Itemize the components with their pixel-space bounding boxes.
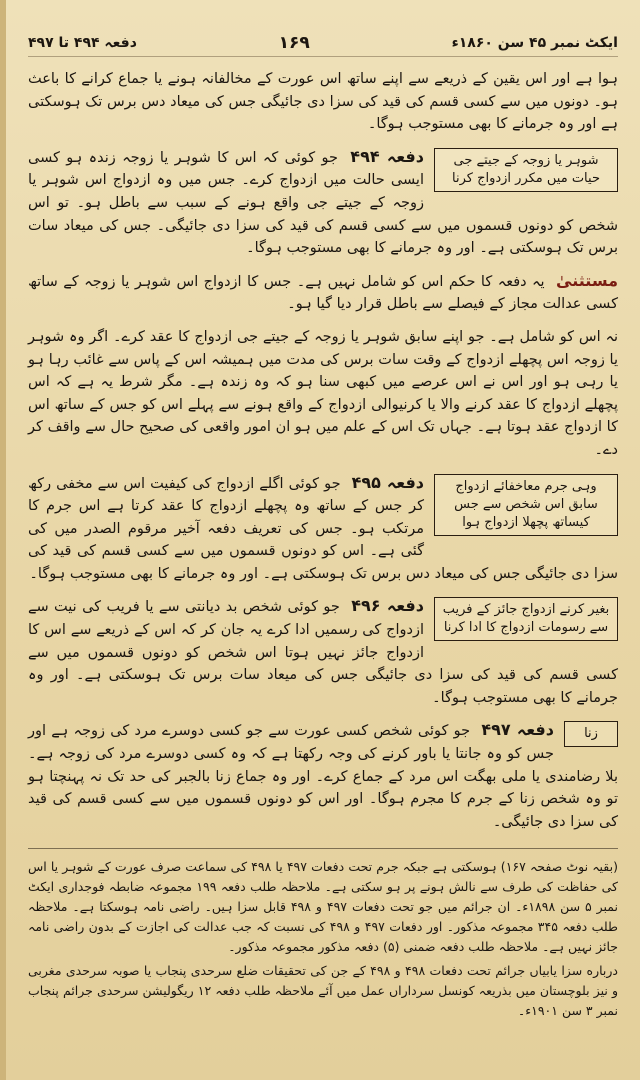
footnote-1: (بقیہ نوٹ صفحہ ۱۶۷) ہوسکتی ہے جبکہ جرم تحت دفعات ۴۹۷ یا ۴۹۸ کی سماعت صرف عورت کے شوہر یا اس کی حفاظت کی طرف سے نالش ہونے پر ہو سکتی ہے۔ ملاحظہ طلب دفعہ ۱۹۹ مجموعہ ضابطہ فوجداری ایکٹ نمبر ۵ سن ۱۸۹۸ء۔ ان جرائم میں جو تحت دفعات ۴۹۷ و ۴۹۸ قابل سزا ہیں۔ راضی نامہ ہوسکتا ہے۔ ملاحظہ طلب دفعہ ۳۴۵ مجموعہ مذکور۔ اور دفعات ۴۹۷ و ۴۹۸ کی نسبت کہ جب عدالت کی اجازت کے بدون راضی نامہ جائز نہیں ہے۔ ملاحظہ طلب دفعہ ضمنی (۵) دفعہ مذکور مجموعہ مذکور۔ <box>28 859 619 954</box>
section-495 <box>28 472 618 586</box>
exception-text: یہ دفعہ کا حکم اس کو شامل نہیں ہے۔ جس کا ازدواج اس شوہر یا زوجہ کے ساتھ کسی عدالت مجاز کے فیصلے سے باطل قرار دیا گیا ہو۔ <box>28 273 618 313</box>
section-heading-496: دفعہ ۴۹۶ <box>351 596 424 616</box>
section-text-494: جو کوئی کہ اس کا شوہر یا زوجہ زندہ ہو کسی ایسی حالت میں ازدواج کرے۔ جس میں وہ ازدواج اس شوہر یا زوجہ کے جیتے جی واقع ہونے کے سبب سے باطل ہو۔ تو اس شخص کو دونوں قسموں میں سے کسی قسم کی قید کی سزا دی جائیگی۔ جس کی میعاد سات برس تک ہوسکتی ہے۔ اور وہ جرمانے کا بھی مستوجب ہوگا۔ <box>28 149 618 257</box>
section-text-495: جو کوئی اگلے ازدواج کی کیفیت اس سے مخفی رکھ کر جس کے ساتھ وہ پچھلے ازدواج کا عقد کرتا ہے اس جرم کا مرتکب ہو۔ جس کی تعریف دفعہ آخیر مرقوم الصدر میں کی گئی ہے۔ اس کو دونوں قسموں میں سے کسی قسم کی قید کی سزا دی جائیگی جس کی میعاد دس برس تک ہوسکتی ہے۔ اور وہ جرمانے کا بھی مستوجب ہوگا۔ <box>28 475 618 582</box>
section-heading-497: دفعہ ۴۹۷ <box>481 720 554 740</box>
section-497 <box>28 719 618 833</box>
exception-continuation <box>28 326 618 462</box>
marginal-heading-495: وہی جرم معاخفائے ازدواج سابق اس شخص سے جس کیساتھ پچھلا ازدواج ہوا <box>434 474 618 536</box>
footnote-2: درباره سزا یابیاں جرائم تحت دفعات ۴۹۸ و ۴۹۸ کے جن کی تحقیقات ضلع سرحدی پنجاب یا صوبہ سرحدی مغربی و نیز بلوچستان میں بذریعہ کونسل سرداراں عمل میں آئے ملاحظہ طلب دفعہ ۱۲ ریگولیشن سرحدی جرائم پنجاب نمبر ۳ سن ۱۹۰۱ء۔ <box>28 963 618 1018</box>
section-text-496: جو کوئی شخص بد دیانتی سے یا فریب کی نیت سے ازدواج کی رسمیں ادا کرے یہ جان کر کہ اس کے ذریعے سے اس کا ازدواج جائز نہیں ہوتا اس شخص کو دونوں قسموں میں سے کسی قسم کی قید کی سزا دی جائیگی جس کی میعاد سات برس تک ہوسکتی ہے۔ اور وہ جرمانے کا بھی مستوجب ہوگا۔ <box>28 599 618 706</box>
paragraph-text: ہوا ہے اور اس یقین کے ذریعے سے اپنے ساتھ اس عورت کے مخالفانہ ہونے یا جماع کرانے کا باعث ہو۔ دونوں میں سے کسی قسم کی قید کی سزا دی جائیگی جس کی میعاد دس برس تک ہوسکتی ہے اور وہ جرمانے کا بھی مستوجب ہوگا۔ <box>28 71 618 133</box>
document-body <box>28 68 618 843</box>
exception-paragraph <box>28 270 618 316</box>
paragraph-text: نہ اس کو شامل ہے۔ جو اپنے سابق شوہر یا زوجہ کے جیتے جی ازدواج کا عقد کرے۔ اگر وہ شوہر یا زوجہ اس پچھلے ازدواج کے وقت سات برس کی مدت میں ہمیشہ اس کے پاس سے غائب رہا ہو یا رہی ہو اور اس نے اس عرصے میں کبھی سنا ہو کہ وہ زندہ ہے۔ مگر شرط یہ ہے کہ اس پچھلے ازدواج کا عقد کرنے والا یا کرنیوالی ازدواج کے واقع ہونے سے پہلے اس کو جس کے ساتھ اس کا ازدواج عقد ہوتا ہے۔ جہاں تک اس کے علم میں ہو ان امور واقعی کی صحیح حال سے واقف کر دے۔ <box>28 328 618 458</box>
section-text-497: جو کوئی شخص کسی عورت سے جو کسی دوسرے مرد کی زوجہ ہے اور جس کو وہ جانتا یا باور کرنے کی وجہ رکھتا ہے کہ وہ کسی دوسرے مرد کی زوجہ ہے۔ بلا رضامندی یا ملی بھگت اس مرد کے جماع کرے۔ اور وہ جماع زنا بالجبر کی حد تک نہ پہنچتا ہو تو وہ شخص زنا کے جرم کا مجرم ہوگا۔ اور اس کو دونوں قسموں میں سے کسی قسم کی قید کی سزا دی جائیگی۔ <box>28 723 618 830</box>
page-header <box>28 30 618 57</box>
section-heading-494: دفعہ ۴۹۴ <box>350 146 424 166</box>
marginal-heading-497: زنا <box>564 721 618 747</box>
section-heading-495: دفعہ ۴۹۵ <box>351 472 425 492</box>
page-number: ۱۶۹ <box>278 33 310 53</box>
header-section-range: دفعہ ۴۹۴ تا ۴۹۷ <box>28 35 137 51</box>
section-496 <box>28 595 618 709</box>
footnotes <box>28 848 618 1025</box>
header-act-title: ایکٹ نمبر ۴۵ سن ۱۸۶۰ء <box>451 35 618 51</box>
marginal-heading-494: شوہر یا زوجہ کے جیتے جی حیات میں مکرر ازدواج کرنا <box>434 148 618 192</box>
marginal-heading-496: بغیر کرنے ازدواج جائز کے فریب سے رسومات ازدواج کا ادا کرنا <box>434 597 618 641</box>
exception-heading: مستثنیٰ <box>556 270 619 290</box>
section-494 <box>28 146 618 260</box>
paragraph-continuation <box>28 68 618 136</box>
